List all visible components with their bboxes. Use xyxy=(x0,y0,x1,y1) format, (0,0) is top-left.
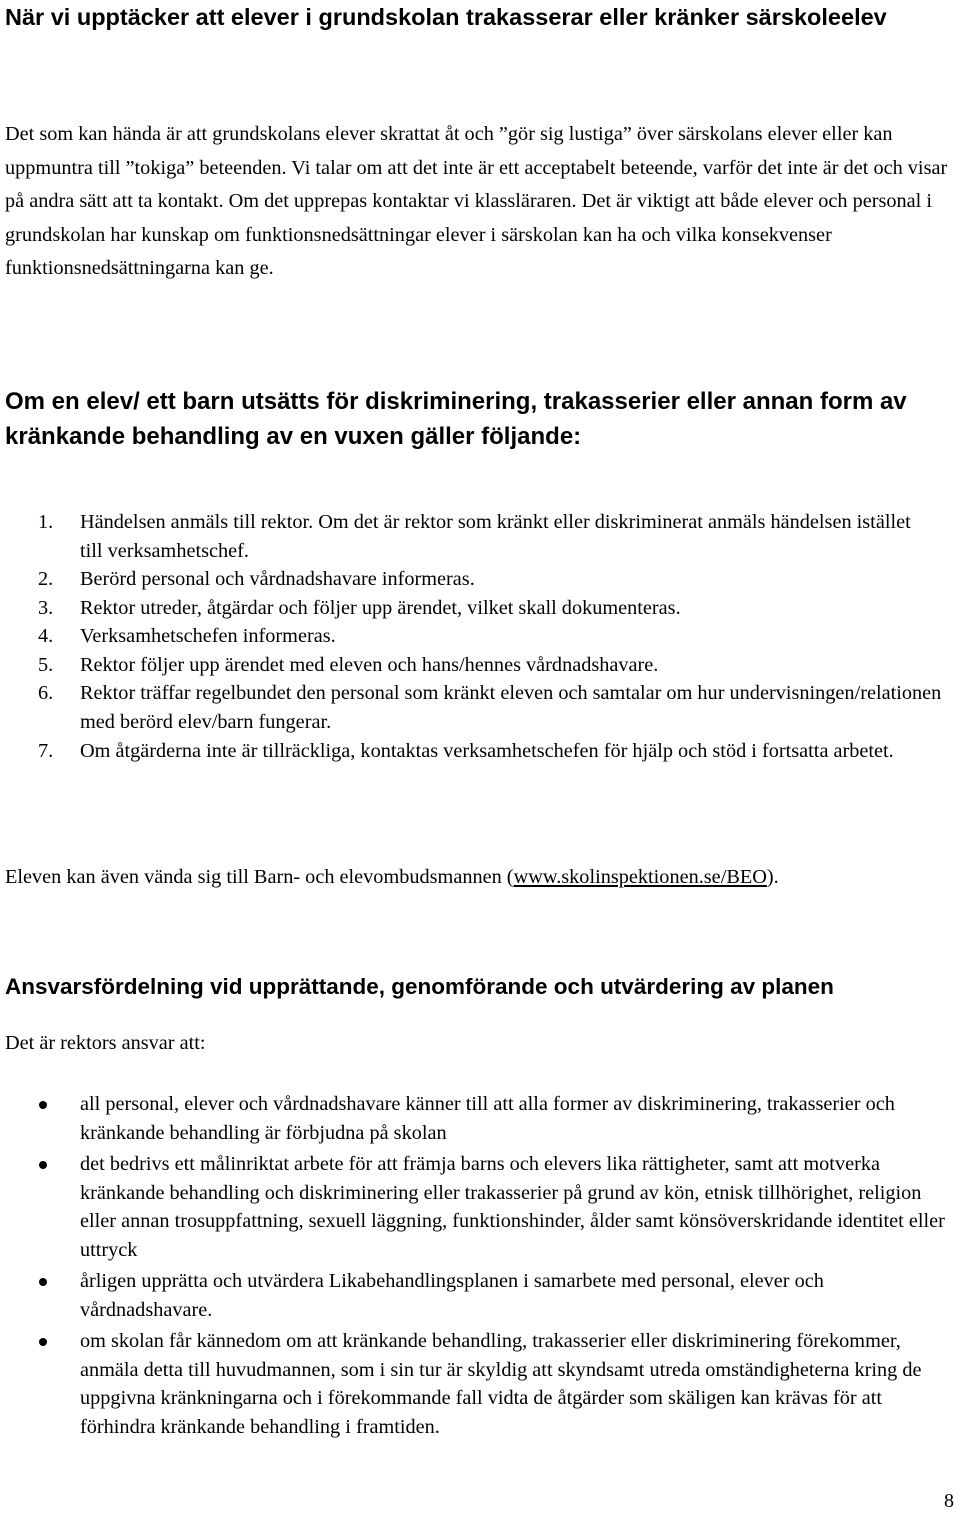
step-text: Rektor träffar regelbundet den personal som kränkt eleven och samtalar om hur undervisningen/relationen med berörd elev/barn fungerar. xyxy=(80,682,942,733)
heading-grundskolan-trakasserar: När vi upptäcker att elever i grundskolan trakasserar eller kränker särskoleelev xyxy=(5,4,887,30)
duty-text: det bedrivs ett målinriktat arbete för att främja barns och elevers lika rättigheter, samt att motverka kränkande behandling och diskriminering eller trakasserier på grund av kön, etnisk tillhörighet, religion eller annan trosuppfattning, sexuell läggning, funktionshinder, ålder samt könsöverskridande identitet eller uttryck xyxy=(80,1153,945,1261)
step-text: Om åtgärderna inte är tillräckliga, kontaktas verksamhetschefen för hjälp och stöd i fortsatta arbetet. xyxy=(80,740,894,762)
bullet-icon xyxy=(39,1278,47,1286)
duty-text: om skolan får kännedom om att kränkande behandling, trakasserier eller diskriminering förekommer, anmäla detta till huvudmannen, som i sin tur är skyldig att skyndsamt utreda omständigheterna kring de uppgivna kränkningarna och i förekommande fall vidta de åtgärder som skäligen kan krävas för att förhindra kränkande behandling i framtiden. xyxy=(80,1330,922,1438)
step-number: 4. xyxy=(38,625,54,647)
step-number: 1. xyxy=(38,511,54,533)
step-number: 3. xyxy=(38,596,54,619)
duty-text: årligen upprätta och utvärdera Likabehandlingsplanen i samarbete med personal, elever och vårdnadshavare. xyxy=(80,1270,824,1321)
list-item xyxy=(0,1267,960,1324)
action-steps-list xyxy=(0,508,955,767)
step-number: 5. xyxy=(38,653,54,676)
responsibility-list xyxy=(0,1090,960,1444)
beo-paragraph xyxy=(5,862,953,892)
heading-vuxen-diskriminering: Om en elev/ ett barn utsätts för diskriminering, trakasserier eller annan form av kränkande behandling av en vuxen gäller följande: xyxy=(5,388,907,450)
step-text: Rektor följer upp ärendet med eleven och hans/hennes vårdnadshavare. xyxy=(80,653,659,676)
list-item xyxy=(0,1090,960,1147)
bullet-icon xyxy=(39,1161,47,1169)
list-item xyxy=(0,594,955,623)
list-item xyxy=(0,622,955,651)
list-item xyxy=(0,508,955,565)
beo-text-before: Eleven kan även vända sig till Barn- och elevombudsmannen ( xyxy=(5,866,514,888)
list-item xyxy=(0,1150,960,1264)
step-text-continued: till verksamhetschef. xyxy=(80,539,249,562)
step-number: 7. xyxy=(38,740,54,762)
responsibility-intro: Det är rektors ansvar att: xyxy=(5,1032,206,1054)
step-text: Berörd personal och vårdnadshavare informeras. xyxy=(80,568,475,590)
bullet-icon xyxy=(39,1101,47,1109)
list-item xyxy=(0,1327,960,1441)
list-item xyxy=(0,651,955,680)
step-number: 2. xyxy=(38,568,54,590)
page-number: 8 xyxy=(944,1490,954,1512)
intro-paragraph: Det som kan hända är att grundskolans elever skrattat åt och ”gör sig lustiga” över särskolans elever eller kan uppmuntra till ”tokiga” beteenden. Vi talar om att det inte är ett acceptabelt beteende, varför det inte är det och visar på andra sätt att ta kontakt. Om det upprepas kontaktar vi klassläraren. Det är viktigt att både elever och personal i grundskolan har kunskap om funktionsnedsättningar elever i särskolan kan ha och vilka konsekvenser funktionsnedsättningarna kan ge. xyxy=(5,123,948,280)
bullet-icon xyxy=(39,1338,47,1346)
heading-ansvarsfordelning: Ansvarsfördelning vid upprättande, genomförande och utvärdering av planen xyxy=(5,974,834,999)
step-number: 6. xyxy=(38,682,54,704)
list-item xyxy=(0,565,955,594)
step-text: Verksamhetschefen informeras. xyxy=(80,625,336,647)
beo-link[interactable]: www.skolinspektionen.se/BEO xyxy=(513,866,767,888)
step-text: Rektor utreder, åtgärdar och följer upp ärendet, vilket skall dokumenteras. xyxy=(80,596,681,619)
list-item xyxy=(0,736,955,767)
step-text: Händelsen anmäls till rektor. Om det är rektor som kränkt eller diskriminerat anmäls händelsen istället xyxy=(80,511,911,533)
list-item xyxy=(0,679,955,736)
beo-text-after: ). xyxy=(766,866,779,888)
duty-text: all personal, elever och vårdnadshavare känner till att alla former av diskriminering, trakasserier och kränkande behandling är förbjudna på skolan xyxy=(80,1093,895,1144)
